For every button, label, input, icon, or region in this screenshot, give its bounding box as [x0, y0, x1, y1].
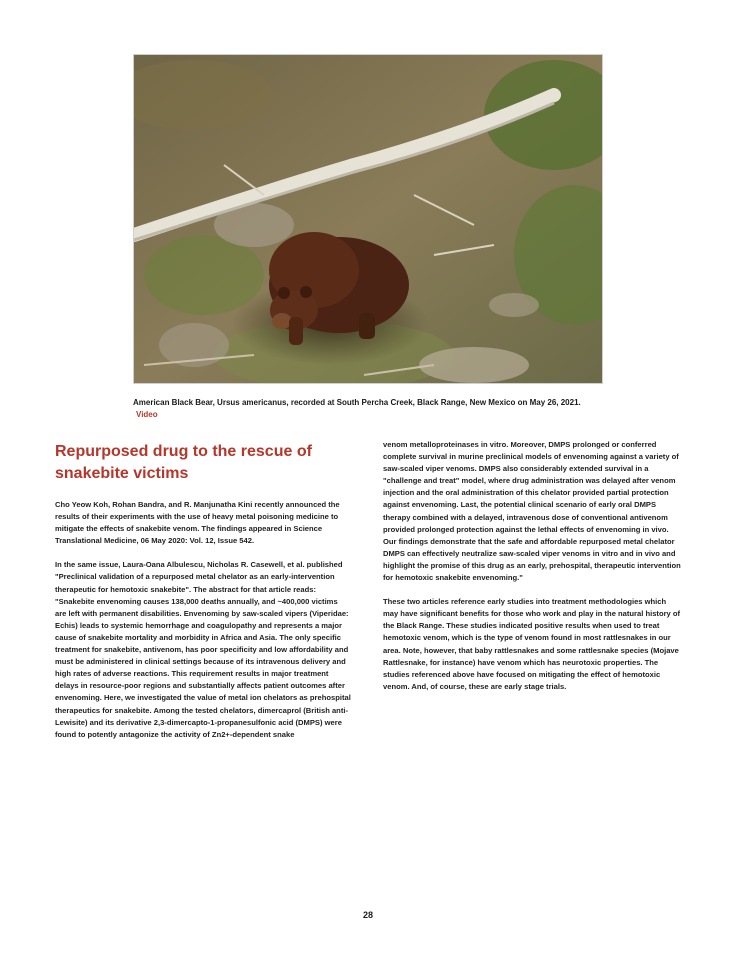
photo-caption	[133, 397, 603, 421]
body-paragraph: venom metalloproteinases in vitro. Moreover, DMPS prolonged or conferred complete survival in murine preclinical models of envenoming against a variety of saw-scaled viper venoms. DMPS also considerably extended survival in a "challenge and treat" model, where drug administration was delayed after venom injection and the oral administration of this chelator provided partial protection against envenoming. Last, the potential clinical scenario of early oral DMPS therapy combined with a delayed, intravenous dose of conventional antivenom provided prolonged protection against the lethal effects of envenoming in vivo. Our findings demonstrate that the safe and affordable repurposed metal chelator DMPS can effectively neutralize saw-scaled viper venoms in vitro and in vivo and highlight the promise of this drug as an early, prehospital, therapeutic intervention for hemotoxic snakebite envenoming."	[383, 440, 681, 583]
caption-text: American Black Bear, Ursus americanus, recorded at South Percha Creek, Black Range, New Mexico on May 26, 2021.	[133, 398, 581, 407]
article-left-column	[55, 499, 351, 753]
page-number: 28	[362, 910, 373, 920]
body-paragraph: In the same issue, Laura-Oana Albulescu, Nicholas R. Casewell, et al. published "Preclinical validation of a repurposed metal chelator as an early-intervention therapeutic for hemotoxic snakebite". The abstract for that article reads: "Snakebite envenoming causes 138,000 deaths annually, and ~400,000 victims are left with permanent disabilities. Envenoming by saw-scaled vipers (Viperidae: Echis) leads to systemic hemorrhage and coagulopathy and represents a major cause of snakebite mortality and morbidity in Africa and Asia. The only specific treatment for snakebite, antivenom, has poor specificity and low affordability and must be administered in clinical settings because of its intravenous delivery and high rates of adverse reactions. This requirement results in major treatment delays in resource-poor regions and substantially affects patient outcomes after envenoming. Here, we investigated the value of metal ion chelators as prehospital therapeutics for snakebite. Among the tested chelators, dimercaprol (British anti-Lewisite) and its derivative 2,3-dimercapto-1-propanesulfonic acid (DMPS) were found to potently antagonize the activity of Zn2+-dependent snake	[55, 560, 351, 739]
body-paragraph: These two articles reference early studies into treatment methodologies which may have significant benefits for those who work and play in the natural history of the Black Range. These studies indicated positive results when used to treat hemotoxic venom, which is the type of venom found in most rattlesnakes in our area. Note, however, that baby rattlesnakes and some rattlesnake species (Mojave Rattlesnake, for instance) have venom which has neurotoxic properties. The studies referenced above have focused on mitigating the effect of hemotoxic venom. And, of course, these are early stage trials.	[383, 597, 681, 691]
bear-photo-illustration	[134, 55, 603, 384]
video-link[interactable]: Video	[136, 410, 158, 419]
article-right-column	[383, 439, 683, 705]
article-headline: Repurposed drug to the rescue of snakebite victims	[55, 443, 312, 482]
body-paragraph: Cho Yeow Koh, Rohan Bandra, and R. Manjunatha Kini recently announced the results of their experiments with the use of heavy metal poisoning medicine to mitigate the effects of snakebite venom. The findings appeared in Science Translational Medicine, 06 May 2020: Vol. 12, Issue 542.	[55, 500, 340, 546]
bear-photo	[133, 54, 603, 384]
